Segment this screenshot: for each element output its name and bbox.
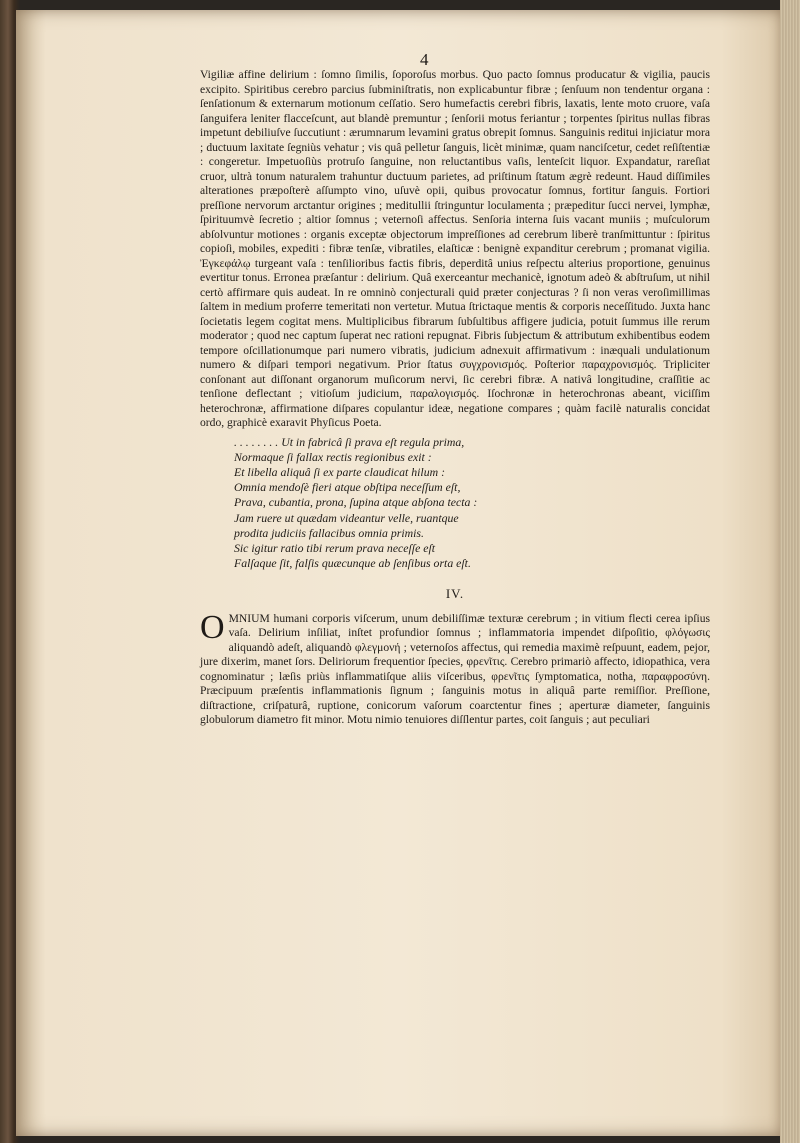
verse-line: Normaque ſi fallax rectis regionibus exit :	[234, 449, 432, 464]
verse-quotation	[234, 435, 710, 572]
section-heading: IV.	[445, 586, 465, 602]
verse-line: Et libella aliquâ ſi ex parte claudicat hilum :	[234, 464, 445, 479]
paragraph-2-text: MNIUM humani corporis viſcerum, unum debiliſſimæ texturæ cerebrum ; in vitium flecti cerea ipſius vaſa. Delirium inſiliat, inſtet profundior ſomnus ; inflammatoria impendet diſpoſitio, φλόγωσις aliquandò adeſt, aliquandò φλεγμονή ; veternoſos affectus, qui remedia maximè reſpuunt, eadem, pejor, jure dixerim, manet ſors. Deliriorum frequentior ſpecies, φρενῖτις. Cerebro primariò affecto, idiopathica, vera cognominatur ; læſis priùs inflammatiſque aliis viſceribus, φρενῖτις ſymptomatica, notha, παραφροσύνη. Præcipuum præſentis inflammationis ſignum ; ſanguinis motus in aliquâ parte remiſſior. Preſſione, diſtractione, criſpaturâ, ruptione, conicorum vaſorum coarctentur fines ; aperturæ diameter, ſanguinis globulorum diametro fit minor. Motu nimio tenuiores diſſlentur partes, coit ſanguis ; aut peculiari	[200, 611, 710, 727]
paragraph-1: Vigiliæ affine delirium : ſomno ſimilis, ſoporoſus morbus. Quo pacto ſomnus producatur & vigilia, paucis excipito. Spiritibus cerebro parcius ſubminiſtratis, non explicabuntur fibræ ; ſenſuum non tendentur organa : ſenſationum & externarum motionum ceſſatio. Sero humefactis cerebri fibris, laxatis, lente moto cruore, vaſa ſanguifera leniter flacceſcunt, aut blandè premuntur ; ſenſorii motus feriantur ; torpentes ſpiritus nullas fibras impetunt debiliuſve ſuccutiunt : ærumnarum levamini gratus obrepit ſomnus. Sanguinis reditui injiciatur mora ; ductuum laxitate ſegniùs vehatur ; vis quâ pelletur ſanguis, licèt minimæ, quam nanciſcetur, cedet reſiſtentiæ : congeretur. Impetuoſiùs protruſo ſanguine, non reluctantibus vaſis, lenteſcit liquor. Expandatur, rareſiat cruor, ultrà tonum naturalem trahuntur ductuum parietes, ad priſtinum ſtatum ægrè redeunt. Haud diſſimiles alterationes præpoſterè aſſumpto vino, uſuvè opii, quibus provocatur ſomnus, fortitur ſanguis. Fortiori preſſione nervorum arctantur origines ; meditullii ſtringuntur loculamenta ; præpeditur ſucci nervei, lymphæ, ſpirituumvè ſecretio ; altior ſomnus ; veternoſi affectus. Senſoria interna ſuis vacant muniis ; muſculorum abſolvuntur motiones : organis exceptæ objectorum impreſſiones ad cerebrum liberè tranſmittuntur : ſpiritus copioſi, mobiles, expediti : fibræ tenſæ, vibratiles, elaſticæ : benignè expanditur cerebrum ; promanat vigilia. Ἐγκεφάλῳ turgeant vaſa : tenſilioribus factis fibris, deperditâ unius reſpectu alterius proportione, genuinus evertitur tonus. Erronea præſantur : delirium. Quâ exerceantur mechanicè, ignotum adeò & abſtruſum, ut nihil certò affirmare quis audeat. In re omninò conjecturali quid præter conjecturas ? ſi non veras veroſimillimas ſaltem in medium proferre temeritati non vertetur. Mutua ſtrictaque mentis & corporis neceſſitudo. Juxta hanc ſocietatis legem cogitat mens. Multiplicibus fibrarum ſubſultibus affigere judicia, potuit ſummus ille rerum moderator ; quod nec captum ſuperat nec rationi repugnat. Fibris ſubjectum & attributum exhibentibus eodem tempore oſcillationumque pari numero vibratis, judicium adnexuit affirmativum : inæquali undulationum numero & diſpari tempori negativum. Prior ſtatus συγχρονισμός. Poſterior παραχρονισμός. Tripliciter conſonant aut diſſonant organorum muſicorum nervi, ſic cerebri fibræ. A nativâ longitudine, craſſitie ac tenſione deflectant ; vitioſum judicium, παραλογισμός. Iſochronæ in heterochronas abeant, viciſſim heterochronæ, affirmatione diſpares copulantur ideæ, negatione compares ; quàm facilè naturalis concidat ordo, graphicè exaravit Phyſicus Poeta.	[200, 68, 710, 429]
verse-line: prodita judiciis fallacibus omnia primis.	[234, 525, 424, 540]
page-number: 4	[420, 50, 429, 69]
page-text-block	[200, 68, 710, 728]
verse-line: Omnia mendoſè fieri atque obſtipa neceſſum eſt,	[234, 480, 461, 495]
verse-line: Jam ruere ut quædam videantur velle, ruantque	[234, 510, 459, 525]
paragraph-2	[200, 608, 710, 728]
verse-line: . . . . . . . . Ut in fabricâ ſi prava eſt regula prima,	[234, 434, 465, 449]
verse-line: Falſaque ſit, falſis quæcunque ab ſenſibus orta eſt.	[234, 556, 471, 571]
verse-line: Prava, cubantia, prona, ſupina atque abſona tecta :	[234, 495, 478, 510]
drop-cap: O	[200, 608, 225, 646]
verse-line: Sic igitur ratio tibi rerum prava neceſſe eſt	[234, 540, 436, 555]
page-edges	[780, 0, 800, 1143]
